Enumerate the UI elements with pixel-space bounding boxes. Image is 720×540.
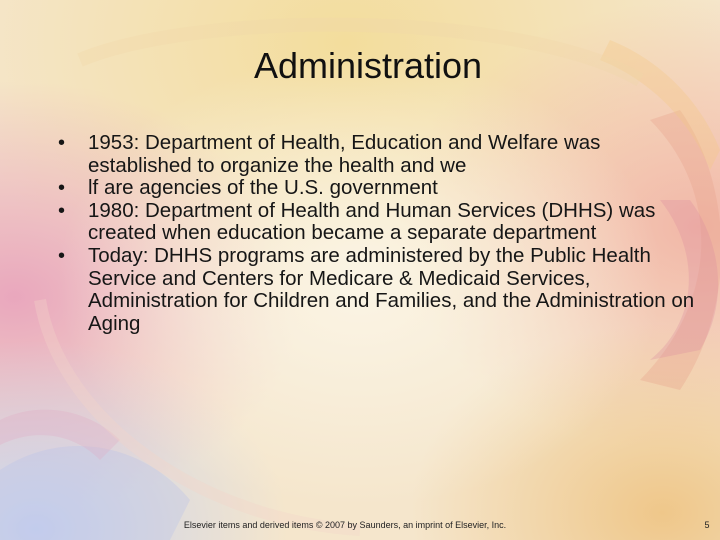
footer bbox=[0, 519, 720, 533]
bullet-marker: • bbox=[58, 244, 66, 267]
bullet-marker: • bbox=[58, 132, 66, 154]
bullet-item bbox=[56, 245, 696, 335]
copyright-notice: Elsevier items and derived items © 2007 by Saunders, an imprint of Elsevier, Inc. bbox=[183, 520, 507, 530]
page-number: 5 bbox=[704, 520, 710, 530]
bullet-text: lf are agencies of the U.S. government bbox=[88, 176, 438, 200]
bullet-text: 1980: Department of Health and Human Services (DHHS) was created when education became a separate department bbox=[88, 198, 656, 245]
bullet-item bbox=[56, 132, 696, 177]
bullet-list bbox=[56, 132, 696, 335]
bullet-marker: • bbox=[58, 177, 66, 200]
slide-title: Administration bbox=[253, 45, 483, 86]
bullet-item bbox=[56, 177, 696, 200]
bullet-text: Today: DHHS programs are administered by the Public Health Service and Centers for Medicare & Medicaid Services, Administration for Children and Families, and the Administration on Aging bbox=[88, 243, 695, 335]
bullet-marker: • bbox=[58, 199, 66, 222]
bullet-item bbox=[56, 200, 696, 245]
bullet-text: 1953: Department of Health, Education and Welfare was established to organize the health and we bbox=[88, 131, 601, 177]
